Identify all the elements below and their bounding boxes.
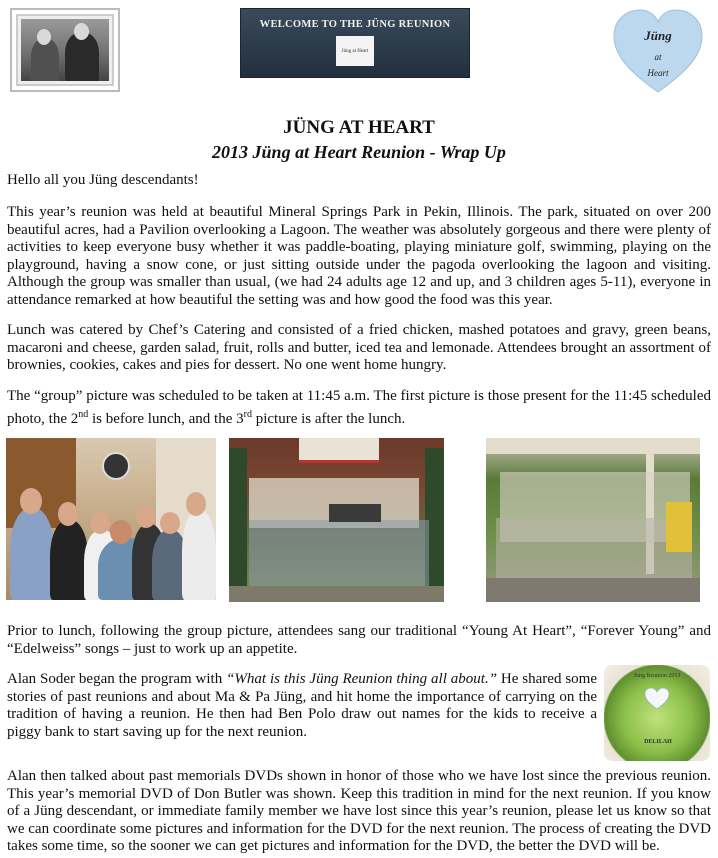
- p3-text-a: The “group” picture was scheduled to be taken at 11:45 a.m. The first picture is those present for the 11:45 scheduled photo, the 2: [7, 388, 711, 427]
- heart-icon: [610, 6, 706, 96]
- page-subtitle: 2013 Jüng at Heart Reunion - Wrap Up: [212, 142, 506, 162]
- group-photo-3: [486, 438, 700, 602]
- page-title: JÜNG AT HEART: [283, 117, 435, 138]
- paragraph-group-picture: [7, 388, 711, 428]
- couple-photo: [10, 8, 120, 92]
- paragraph-memorial-dvd: Alan then talked about past memorials DVDs shown in honor of those who we have lost since the previous reunion. This year’s memorial DVD of Don Butler was shown. Keep this tradition in mind for the next reunion. If you know of a Jüng descendant, or immediate family member we have lost since this year’s reunion, please let us know so that we can coordinate some pictures and information for the DVD for the next reunion. The process of creating the DVD takes some time, so the sooner we can get pictures and information for the DVD, the better the DVD will be.: [7, 768, 711, 854]
- paragraph-lunch: Lunch was catered by Chef’s Catering and consisted of a fried chicken, mashed potatoes and gravy, green beans, macaroni and cheese, garden salad, fruit, rolls and butter, iced tea and lemonade. Attendees brought an assortment of brownies, cookies, cakes and pies for dessert. No one went home hungry.: [7, 322, 711, 373]
- p3-text-b: is before lunch, and the 3: [88, 410, 244, 427]
- p3-sup-nd: nd: [78, 408, 89, 420]
- banner-mini-heart: [336, 36, 374, 66]
- piggy-bank-photo: [604, 665, 710, 761]
- paragraph-songs: Prior to lunch, following the group picture, attendees sang our traditional “Young At Heart”, “Forever Young” and “Edelweiss” songs – just to work up an appetite.: [7, 623, 711, 657]
- p3-sup-rd: rd: [243, 408, 252, 420]
- group-photo-1: [6, 438, 216, 600]
- banner-mini-text: Jüng at Heart: [341, 48, 369, 54]
- paragraph-program: [7, 671, 597, 741]
- paragraph-reunion-location: This year’s reunion was held at beautiful Mineral Springs Park in Pekin, Illinois. The park, situated on over 200 beautiful acres, had a Pavilion overlooking a Lagoon. The weather was absolutely gorgeous and there were plenty of activities to keep everyone busy whether it was paddle-boating, playing miniature golf, swimming, playing on the playground, having a snow cone, or just sitting outside under the pagoda overlooking the lagoon and visiting. Although the group was smaller than usual, (we had 24 adults age 12 and up, and 3 children ages 5-11), everyone in attendance remarked at how beautiful the setting was and how good the food was this year.: [7, 204, 711, 308]
- p3-text-c: picture is after the lunch.: [251, 410, 406, 427]
- piggy-bank-caption: Jung Reunion 2013: [633, 673, 681, 679]
- piggy-heart-icon: [644, 687, 670, 711]
- piggy-bank-name: DELILAH: [644, 739, 672, 745]
- greeting: Hello all you Jüng descendants!: [7, 172, 199, 188]
- banner-text: WELCOME TO THE JÜNG REUNION: [259, 19, 451, 30]
- heart-line3: Heart: [647, 68, 669, 78]
- welcome-banner: [240, 8, 470, 78]
- p5-text-a: Alan Soder began the program with: [7, 671, 227, 687]
- group-photo-2: [229, 438, 444, 602]
- p5-italic-quote: “What is this Jüng Reunion thing all about.”: [226, 671, 498, 687]
- heart-line2: at: [654, 52, 662, 62]
- p5-text-b: He shared some stories of past reunions and about Ma & Pa Jüng, and hit home the importance of carrying on the tradition of having a reunion. He then had Ben Polo draw out names for the kids to receive a piggy bank to start saving up for the next reunion.: [7, 671, 597, 740]
- heart-line1: Jüng: [644, 28, 672, 43]
- heart-logo: [610, 6, 706, 96]
